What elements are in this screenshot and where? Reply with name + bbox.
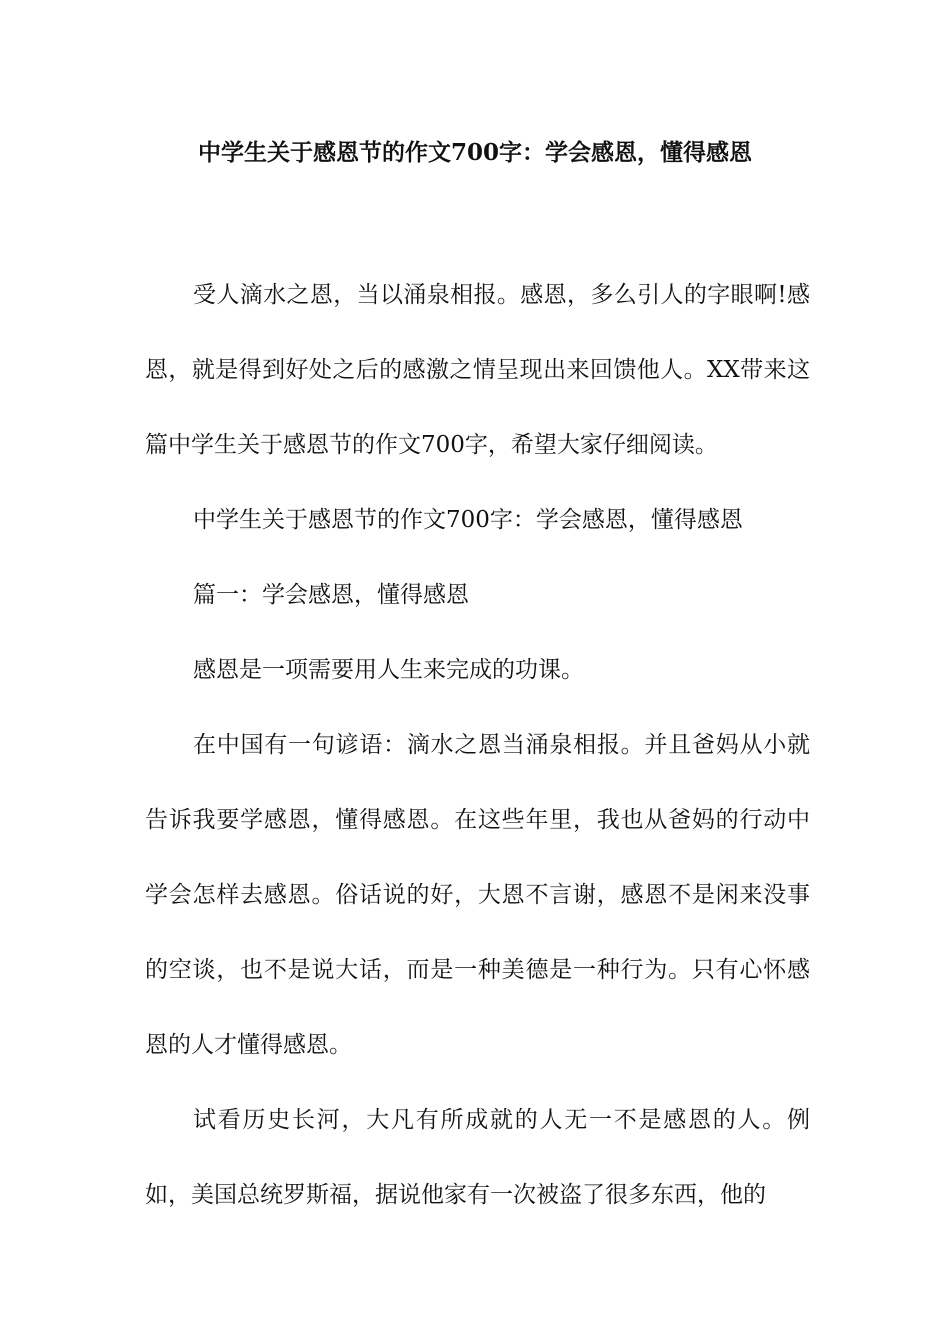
paragraph-subtitle: 中学生关于感恩节的作文700字：学会感恩，懂得感恩	[193, 507, 743, 533]
document-body	[145, 258, 810, 1233]
paragraph-proverb: 在中国有一句谚语：滴水之恩当涌泉相报。并且爸妈从小就告诉我要学感恩，懂得感恩。在这些年里，我也从爸妈的行动中学会怎样去感恩。俗话说的好，大恩不言谢，感恩不是闲来没事的空谈，也不是说大话，而是一种美德是一种行为。只有心怀感恩的人才懂得感恩。	[145, 732, 810, 1058]
document-title: 中学生关于感恩节的作文700字：学会感恩，懂得感恩	[197, 139, 752, 166]
paragraph-chapter-heading: 篇一：学会感恩，懂得感恩	[193, 582, 469, 608]
paragraph-intro: 受人滴水之恩，当以涌泉相报。感恩，多么引人的字眼啊!感恩，就是得到好处之后的感激之情呈现出来回馈他人。XX带来这篇中学生关于感恩节的作文700字，希望大家仔细阅读。	[145, 282, 810, 458]
paragraph-opening: 感恩是一项需要用人生来完成的功课。	[193, 657, 584, 683]
paragraph-history: 试看历史长河，大凡有所成就的人无一不是感恩的人。例如，美国总统罗斯福，据说他家有一次被盗了很多东西，他的	[145, 1107, 810, 1208]
